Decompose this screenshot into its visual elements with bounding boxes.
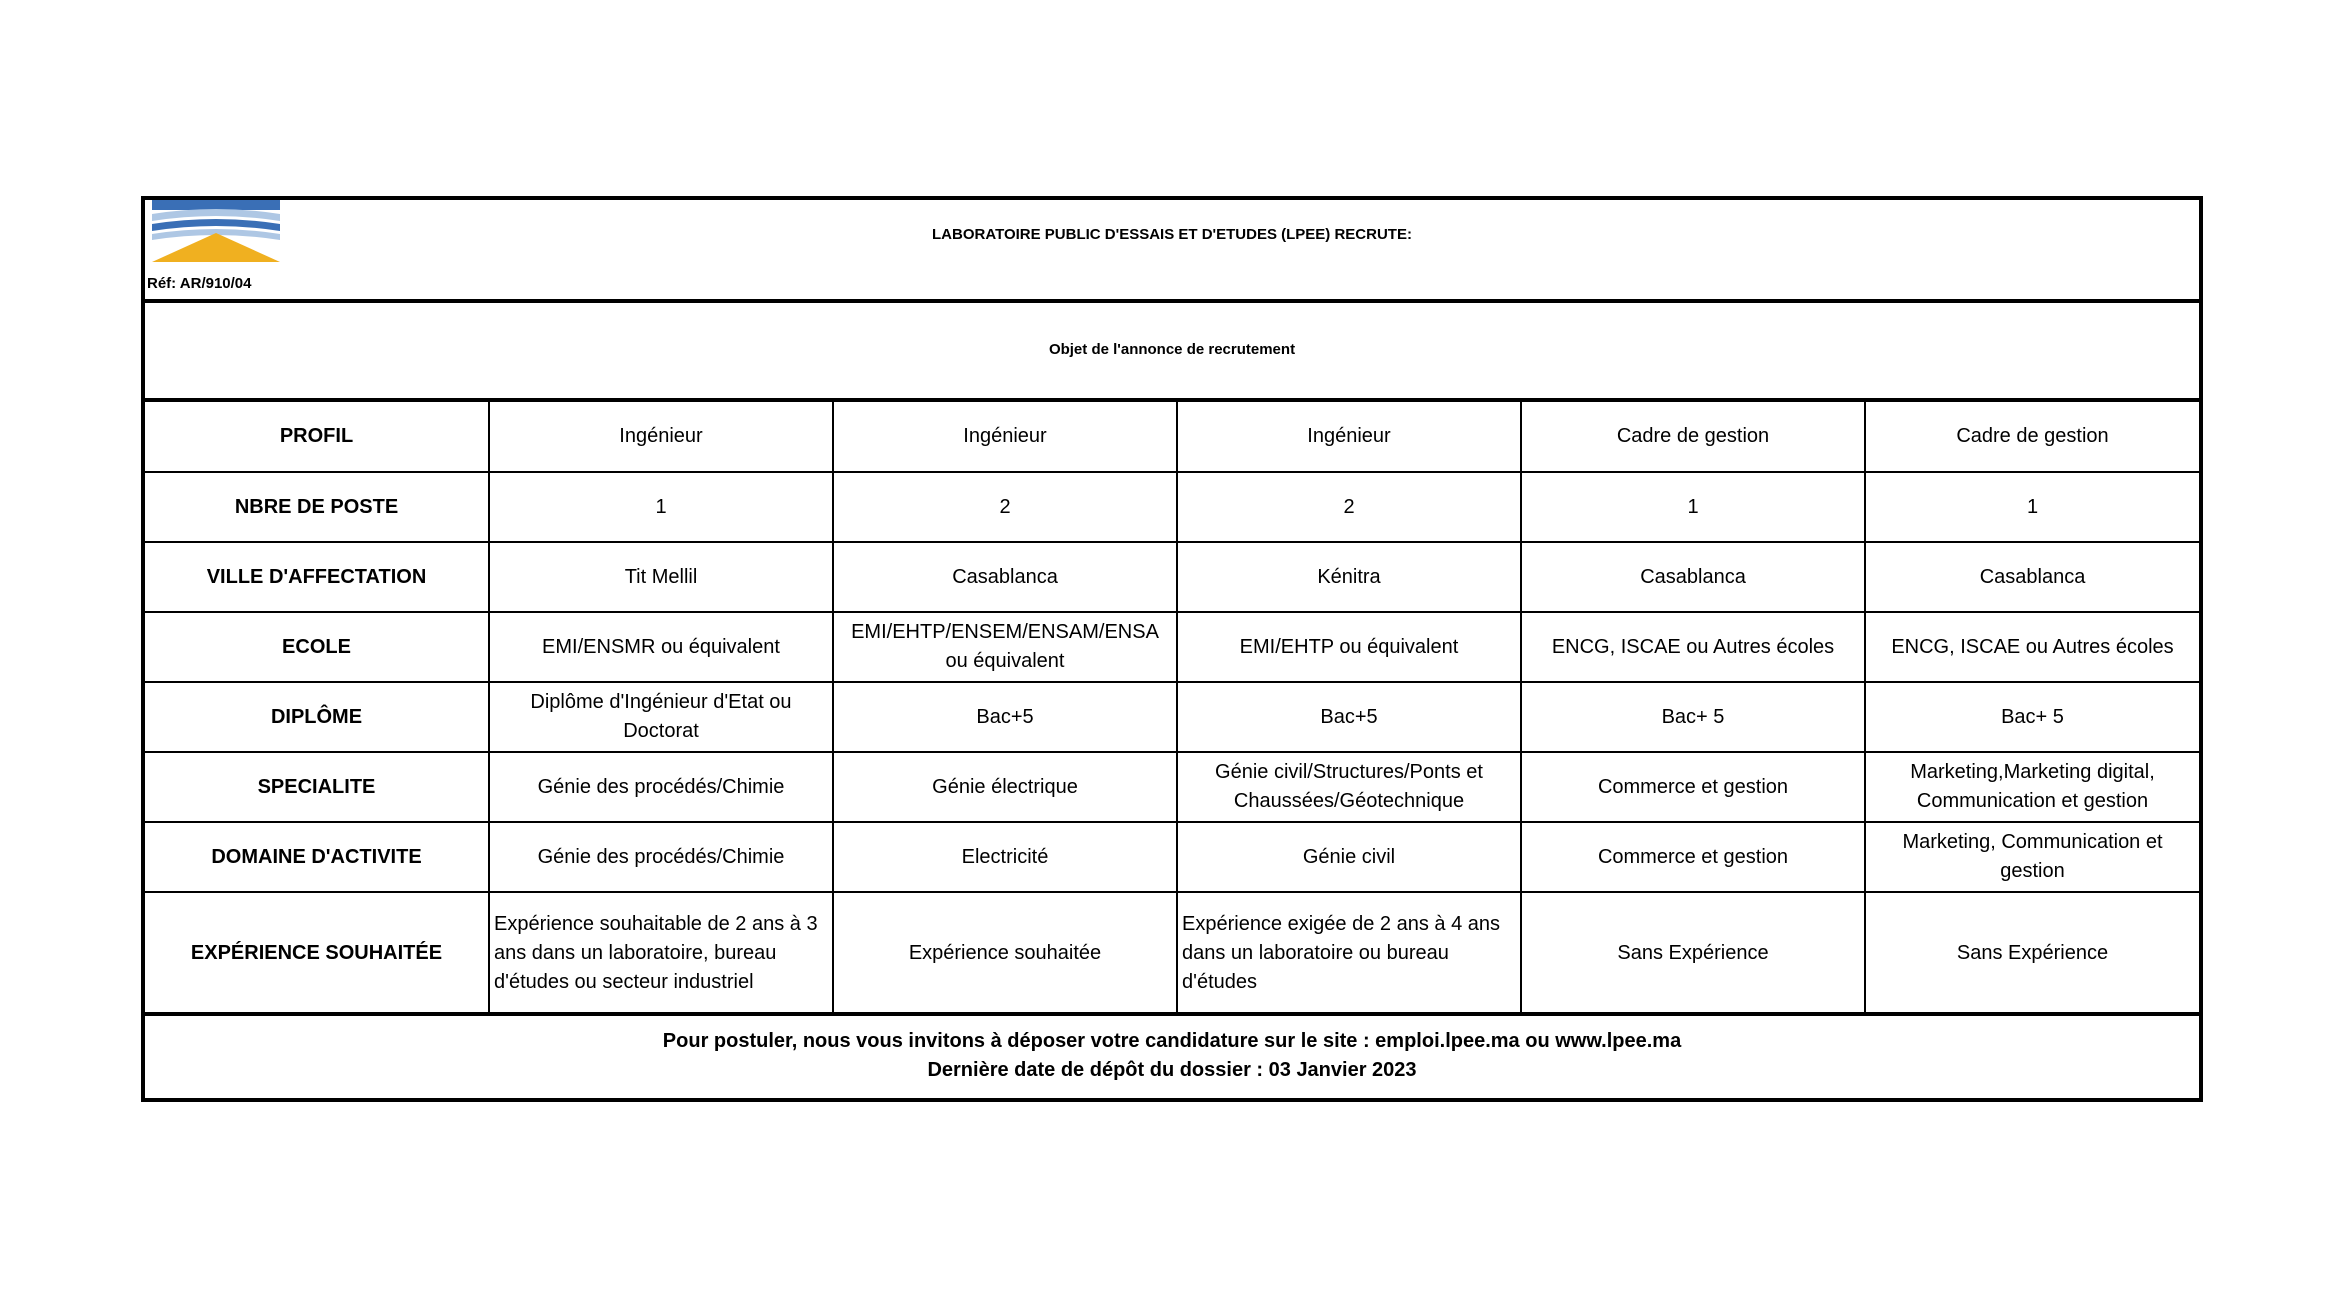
row-specialite: [145, 752, 2199, 822]
table-cell: Bac+5: [833, 682, 1177, 752]
table-cell: Bac+5: [1177, 682, 1521, 752]
row-label: PROFIL: [145, 402, 489, 472]
row-label: NBRE DE POSTE: [145, 472, 489, 542]
table-cell: Tit Mellil: [489, 542, 833, 612]
table-cell: 1: [489, 472, 833, 542]
table-cell: ENCG, ISCAE ou Autres écoles: [1521, 612, 1865, 682]
table-cell: 2: [833, 472, 1177, 542]
table-cell: 2: [1177, 472, 1521, 542]
object-title: Objet de l'annonce de recrutement: [1048, 341, 1296, 358]
table-cell: Bac+ 5: [1865, 682, 2199, 752]
table-cell: EMI/ENSMR ou équivalent: [489, 612, 833, 682]
table-cell: Génie des procédés/Chimie: [489, 752, 833, 822]
table-cell: Sans Expérience: [1521, 892, 1865, 1014]
table-cell: Génie des procédés/Chimie: [489, 822, 833, 892]
row-ville: [145, 542, 2199, 612]
table-cell: Casablanca: [1865, 542, 2199, 612]
deadline: Dernière date de dépôt du dossier : 03 Janvier 2023: [927, 1059, 1417, 1081]
table-cell: Expérience souhaitée: [833, 892, 1177, 1014]
row-label: DOMAINE D'ACTIVITE: [145, 822, 489, 892]
recruitment-sheet: [141, 196, 2203, 1102]
table-cell: Electricité: [833, 822, 1177, 892]
row-ecole: [145, 612, 2199, 682]
row-domaine: [145, 822, 2199, 892]
table-cell: Sans Expérience: [1956, 942, 2109, 964]
table-cell: Cadre de gestion: [1521, 402, 1865, 472]
row-profil: [145, 402, 2199, 472]
table-cell: Ingénieur: [833, 402, 1177, 472]
reference-number: Réf: AR/910/04: [147, 275, 252, 292]
table-cell: EMI/EHTP ou équivalent: [1177, 612, 1521, 682]
table-cell: Ingénieur: [1177, 402, 1521, 472]
apply-instructions: Pour postuler, nous vous invitons à déposer votre candidature sur le site : emploi.lpee.ma ou www.lpee.ma: [662, 1030, 1682, 1052]
table-cell: Marketing,Marketing digital, Communication et gestion: [1865, 752, 2199, 822]
row-experience: [145, 892, 2199, 1014]
row-label: EXPÉRIENCE SOUHAITÉE: [145, 892, 489, 1014]
object-row: [145, 303, 2199, 402]
row-label: DIPLÔME: [145, 682, 489, 752]
row-label: SPECIALITE: [145, 752, 489, 822]
table-cell: 1: [1865, 472, 2199, 542]
table-cell: Casablanca: [1521, 542, 1865, 612]
table-cell: 1: [1521, 472, 1865, 542]
table-cell: Génie civil/Structures/Ponts et Chaussées/Géotechnique: [1177, 752, 1521, 822]
table-cell: Génie civil: [1177, 822, 1521, 892]
table-cell: Expérience exigée de 2 ans à 4 ans dans un laboratoire ou bureau d'études: [1177, 892, 1521, 1014]
footer: [145, 1012, 2199, 1098]
row-diplome: [145, 682, 2199, 752]
table-cell: Génie électrique: [833, 752, 1177, 822]
table-cell: EMI/EHTP/ENSEM/ENSAM/ENSA ou équivalent: [833, 612, 1177, 682]
row-label: ECOLE: [145, 612, 489, 682]
table-cell: Commerce et gestion: [1521, 752, 1865, 822]
announcement-title: LABORATOIRE PUBLIC D'ESSAIS ET D'ETUDES (LPEE) RECRUTE:: [932, 226, 1412, 243]
row-nbre-de-poste: [145, 472, 2199, 542]
positions-table: [145, 402, 2199, 1014]
header-row: [145, 200, 2199, 303]
table-cell: Commerce et gestion: [1521, 822, 1865, 892]
table-cell: Ingénieur: [489, 402, 833, 472]
table-cell: Casablanca: [833, 542, 1177, 612]
table-cell: Diplôme d'Ingénieur d'Etat ou Doctorat: [489, 682, 833, 752]
table-cell: Kénitra: [1177, 542, 1521, 612]
table-cell: ENCG, ISCAE ou Autres écoles: [1865, 612, 2199, 682]
row-label: VILLE D'AFFECTATION: [145, 542, 489, 612]
table-cell: Expérience souhaitable de 2 ans à 3 ans dans un laboratoire, bureau d'études ou secteur industriel: [489, 892, 833, 1014]
table-cell: Bac+ 5: [1521, 682, 1865, 752]
table-cell: Cadre de gestion: [1865, 402, 2199, 472]
table-cell: Marketing, Communication et gestion: [1865, 822, 2199, 892]
